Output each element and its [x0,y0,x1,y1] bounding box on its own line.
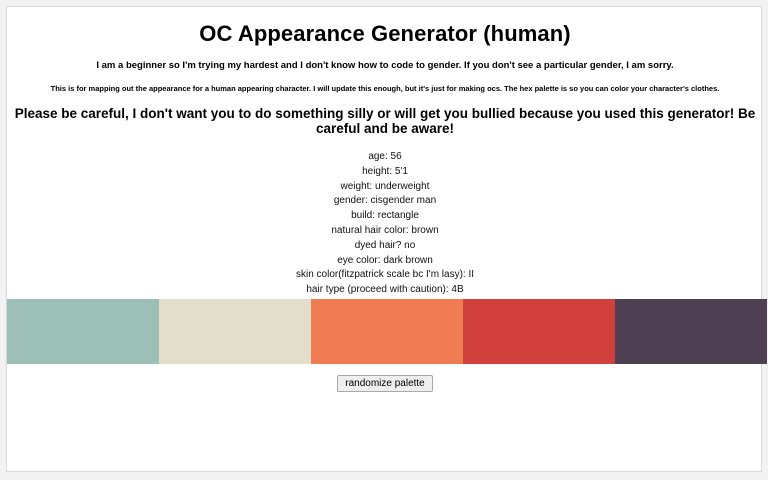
warning-text: Please be careful, I don't want you to do something silly or will get you bullied because you used this generator! Be careful and be aware! [14,106,756,136]
stat-skin-color: skin color(fitzpatrick scale bc I'm lasy): II [295,269,475,281]
palette-swatch-2 [159,299,311,364]
stat-build: build: rectangle [351,210,419,222]
randomize-palette-button-row [7,373,763,392]
randomize-palette-button[interactable]: randomize palette [337,375,433,392]
stat-height: height: 5'1 [362,165,408,177]
purpose-note: This is for mapping out the appearance for a human appearing character. I will update this enough, but it's just for making ocs. The hex palette is so you can color your character's clothes. [50,84,720,93]
palette-swatch-4 [463,299,615,364]
palette-swatch-3 [311,299,463,364]
page-frame [6,6,762,472]
stat-natural-hair-color: natural hair color: brown [331,224,439,236]
stat-gender: gender: cisgender man [333,195,437,207]
stat-age: age: 56 [368,151,402,162]
stat-eye-color: eye color: dark brown [337,254,433,266]
palette-swatch-1 [7,299,159,364]
stat-dyed-hair: dyed hair? no [354,239,416,251]
color-palette [7,299,767,364]
palette-swatch-5 [615,299,767,364]
page-title: OC Appearance Generator (human) [199,21,571,46]
stat-weight: weight: underweight [340,180,430,192]
stat-hair-type: hair type (proceed with caution): 4B [306,284,464,296]
beginner-note: I am a beginner so I'm trying my hardest and I don't know how to code to gender. If you don't see a particular gender, I am sorry. [96,60,674,71]
